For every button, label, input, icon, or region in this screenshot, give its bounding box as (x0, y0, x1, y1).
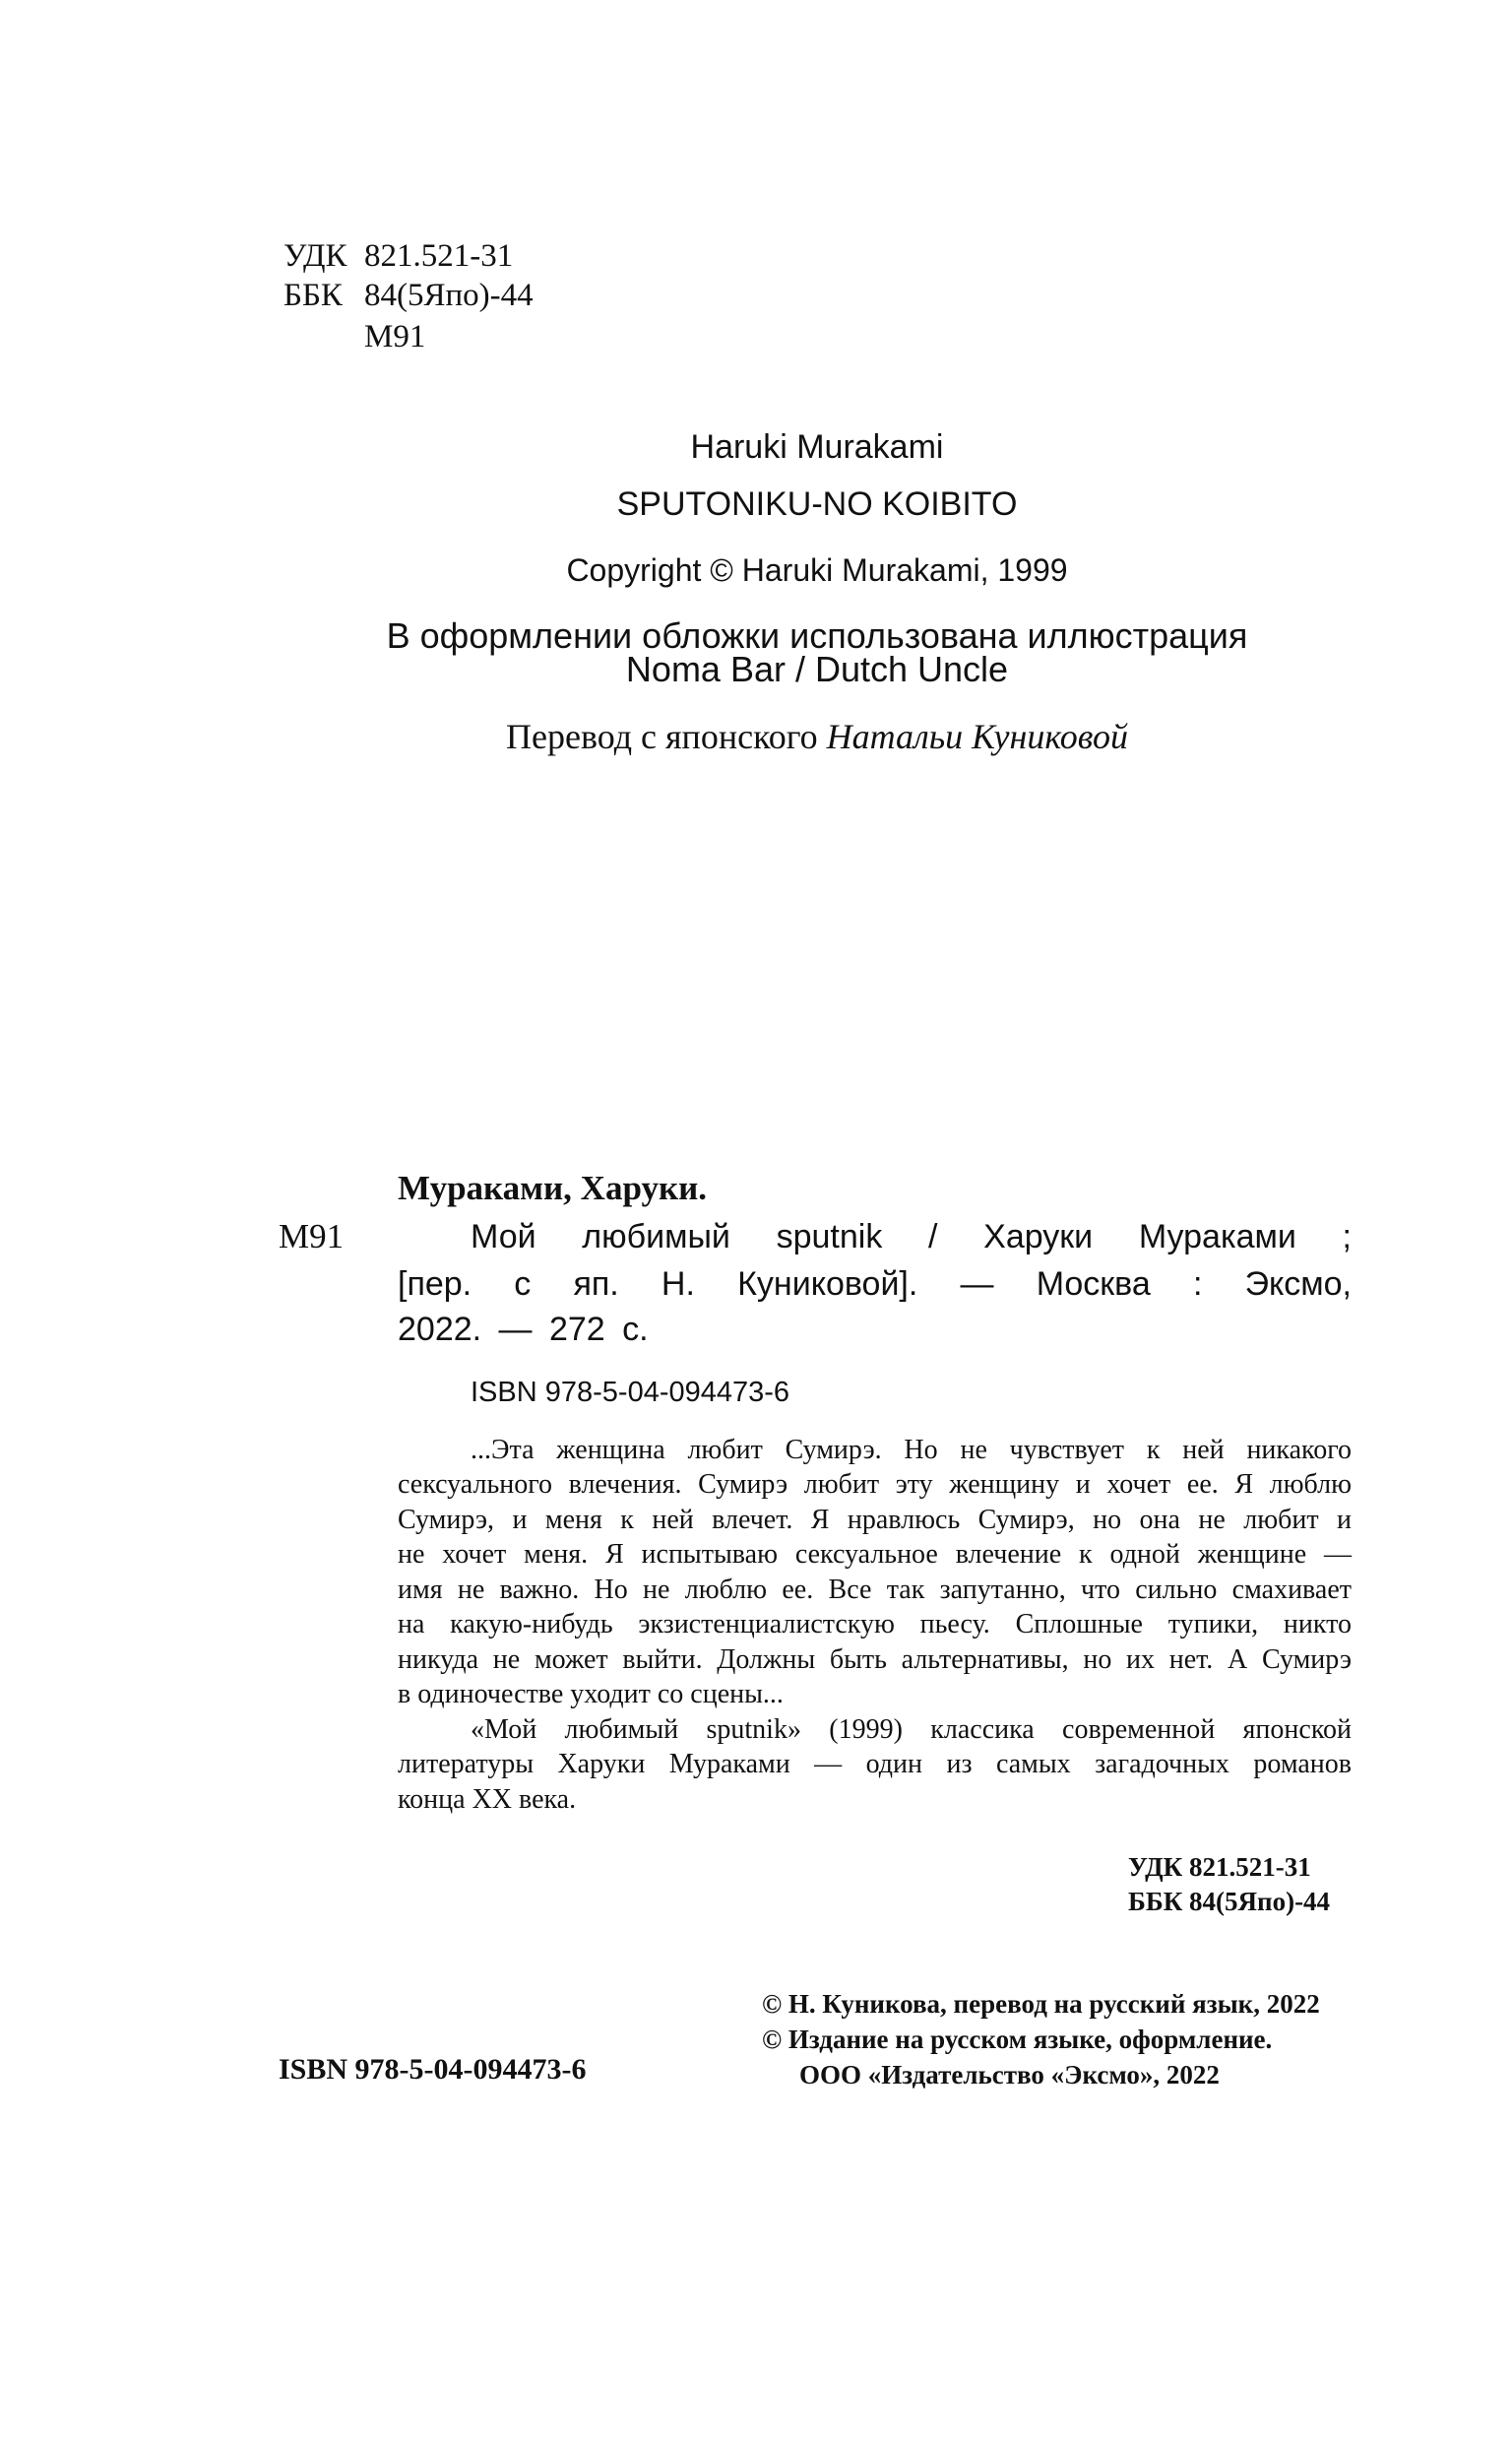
annotation-line: «Мой любимый sputnik» (1999) классика современной японской (471, 1714, 1352, 1745)
translator-name: Натальи Куниковой (826, 717, 1128, 756)
bbk-line (284, 276, 534, 315)
annotation-line: никуда не может выйти. Должны быть альтернативы, но их нет. А Сумирэ (398, 1644, 1352, 1675)
annotation-line: Сумирэ, и меня к ней влечет. Я нравлюсь Сумирэ, но она не любит и (398, 1505, 1352, 1535)
copyright-line3: ООО «Издательство «Эксмо», 2022 (799, 2060, 1220, 2089)
annotation-line: ...Эта женщина любит Сумирэ. Но не чувствует к ней никакого (471, 1435, 1352, 1465)
cover-credit-line1: В оформлении обложки использована иллюстрация (386, 615, 1248, 656)
bottom-udk: УДК 821.521-31 (1128, 1852, 1311, 1882)
author-mark: М91 (364, 319, 426, 354)
catalog-desc-line3: 2022. — 272 с. (398, 1311, 649, 1348)
original-copyright: Copyright © Haruki Murakami, 1999 (566, 552, 1068, 588)
udk-value: 821.521-31 (364, 238, 514, 274)
annotation-line: литературы Харуки Мураками — один из самых загадочных романов (398, 1749, 1352, 1779)
isbn-bottom: ISBN 978-5-04-094473-6 (279, 2053, 587, 2086)
annotation-line: на какую-нибудь экзистенциалистскую пьесу. Сплошные тупики, никто (398, 1609, 1352, 1639)
original-title: SPUTONIKU-NO KOIBITO (616, 485, 1018, 523)
catalog-desc-line1: Мой любимый sputnik / Харуки Мураками ; (471, 1218, 1352, 1255)
bottom-bbk: ББК 84(5Япо)-44 (1128, 1887, 1331, 1916)
translation-prefix: Перевод с японского (506, 717, 827, 756)
original-author: Haruki Murakami (690, 428, 944, 466)
copyright-line1: © Н. Куникова, перевод на русский язык, 2022 (762, 1989, 1320, 2019)
bbk-value: 84(5Япо)-44 (364, 278, 534, 313)
catalog-mark: М91 (279, 1217, 345, 1255)
catalog-isbn: ISBN 978-5-04-094473-6 (471, 1377, 790, 1408)
translation-credit (295, 717, 1339, 756)
bbk-label: ББК (284, 278, 343, 313)
udk-label: УДК (284, 238, 347, 274)
annotation-line: не хочет меня. Я испытываю сексуальное влечение к одной женщине — (398, 1539, 1352, 1570)
annotation-line: конца XX века. (398, 1784, 577, 1815)
catalog-desc-line2: [пер. с яп. Н. Куниковой]. — Москва : Эксмо, (398, 1265, 1352, 1303)
annotation-line: в одиночестве уходит со сцены... (398, 1679, 784, 1709)
copyright-line2: © Издание на русском языке, оформление. (762, 2025, 1273, 2054)
catalog-heading: Мураками, Харуки. (398, 1169, 708, 1207)
udk-line (284, 236, 513, 276)
annotation-line: сексуального влечения. Сумирэ любит эту женщину и хочет ее. Я люблю (398, 1469, 1352, 1500)
cover-credit-line2: Noma Bar / Dutch Uncle (625, 649, 1009, 689)
annotation-line: имя не важно. Но не люблю ее. Все так запутанно, что сильно смахивает (398, 1575, 1352, 1605)
